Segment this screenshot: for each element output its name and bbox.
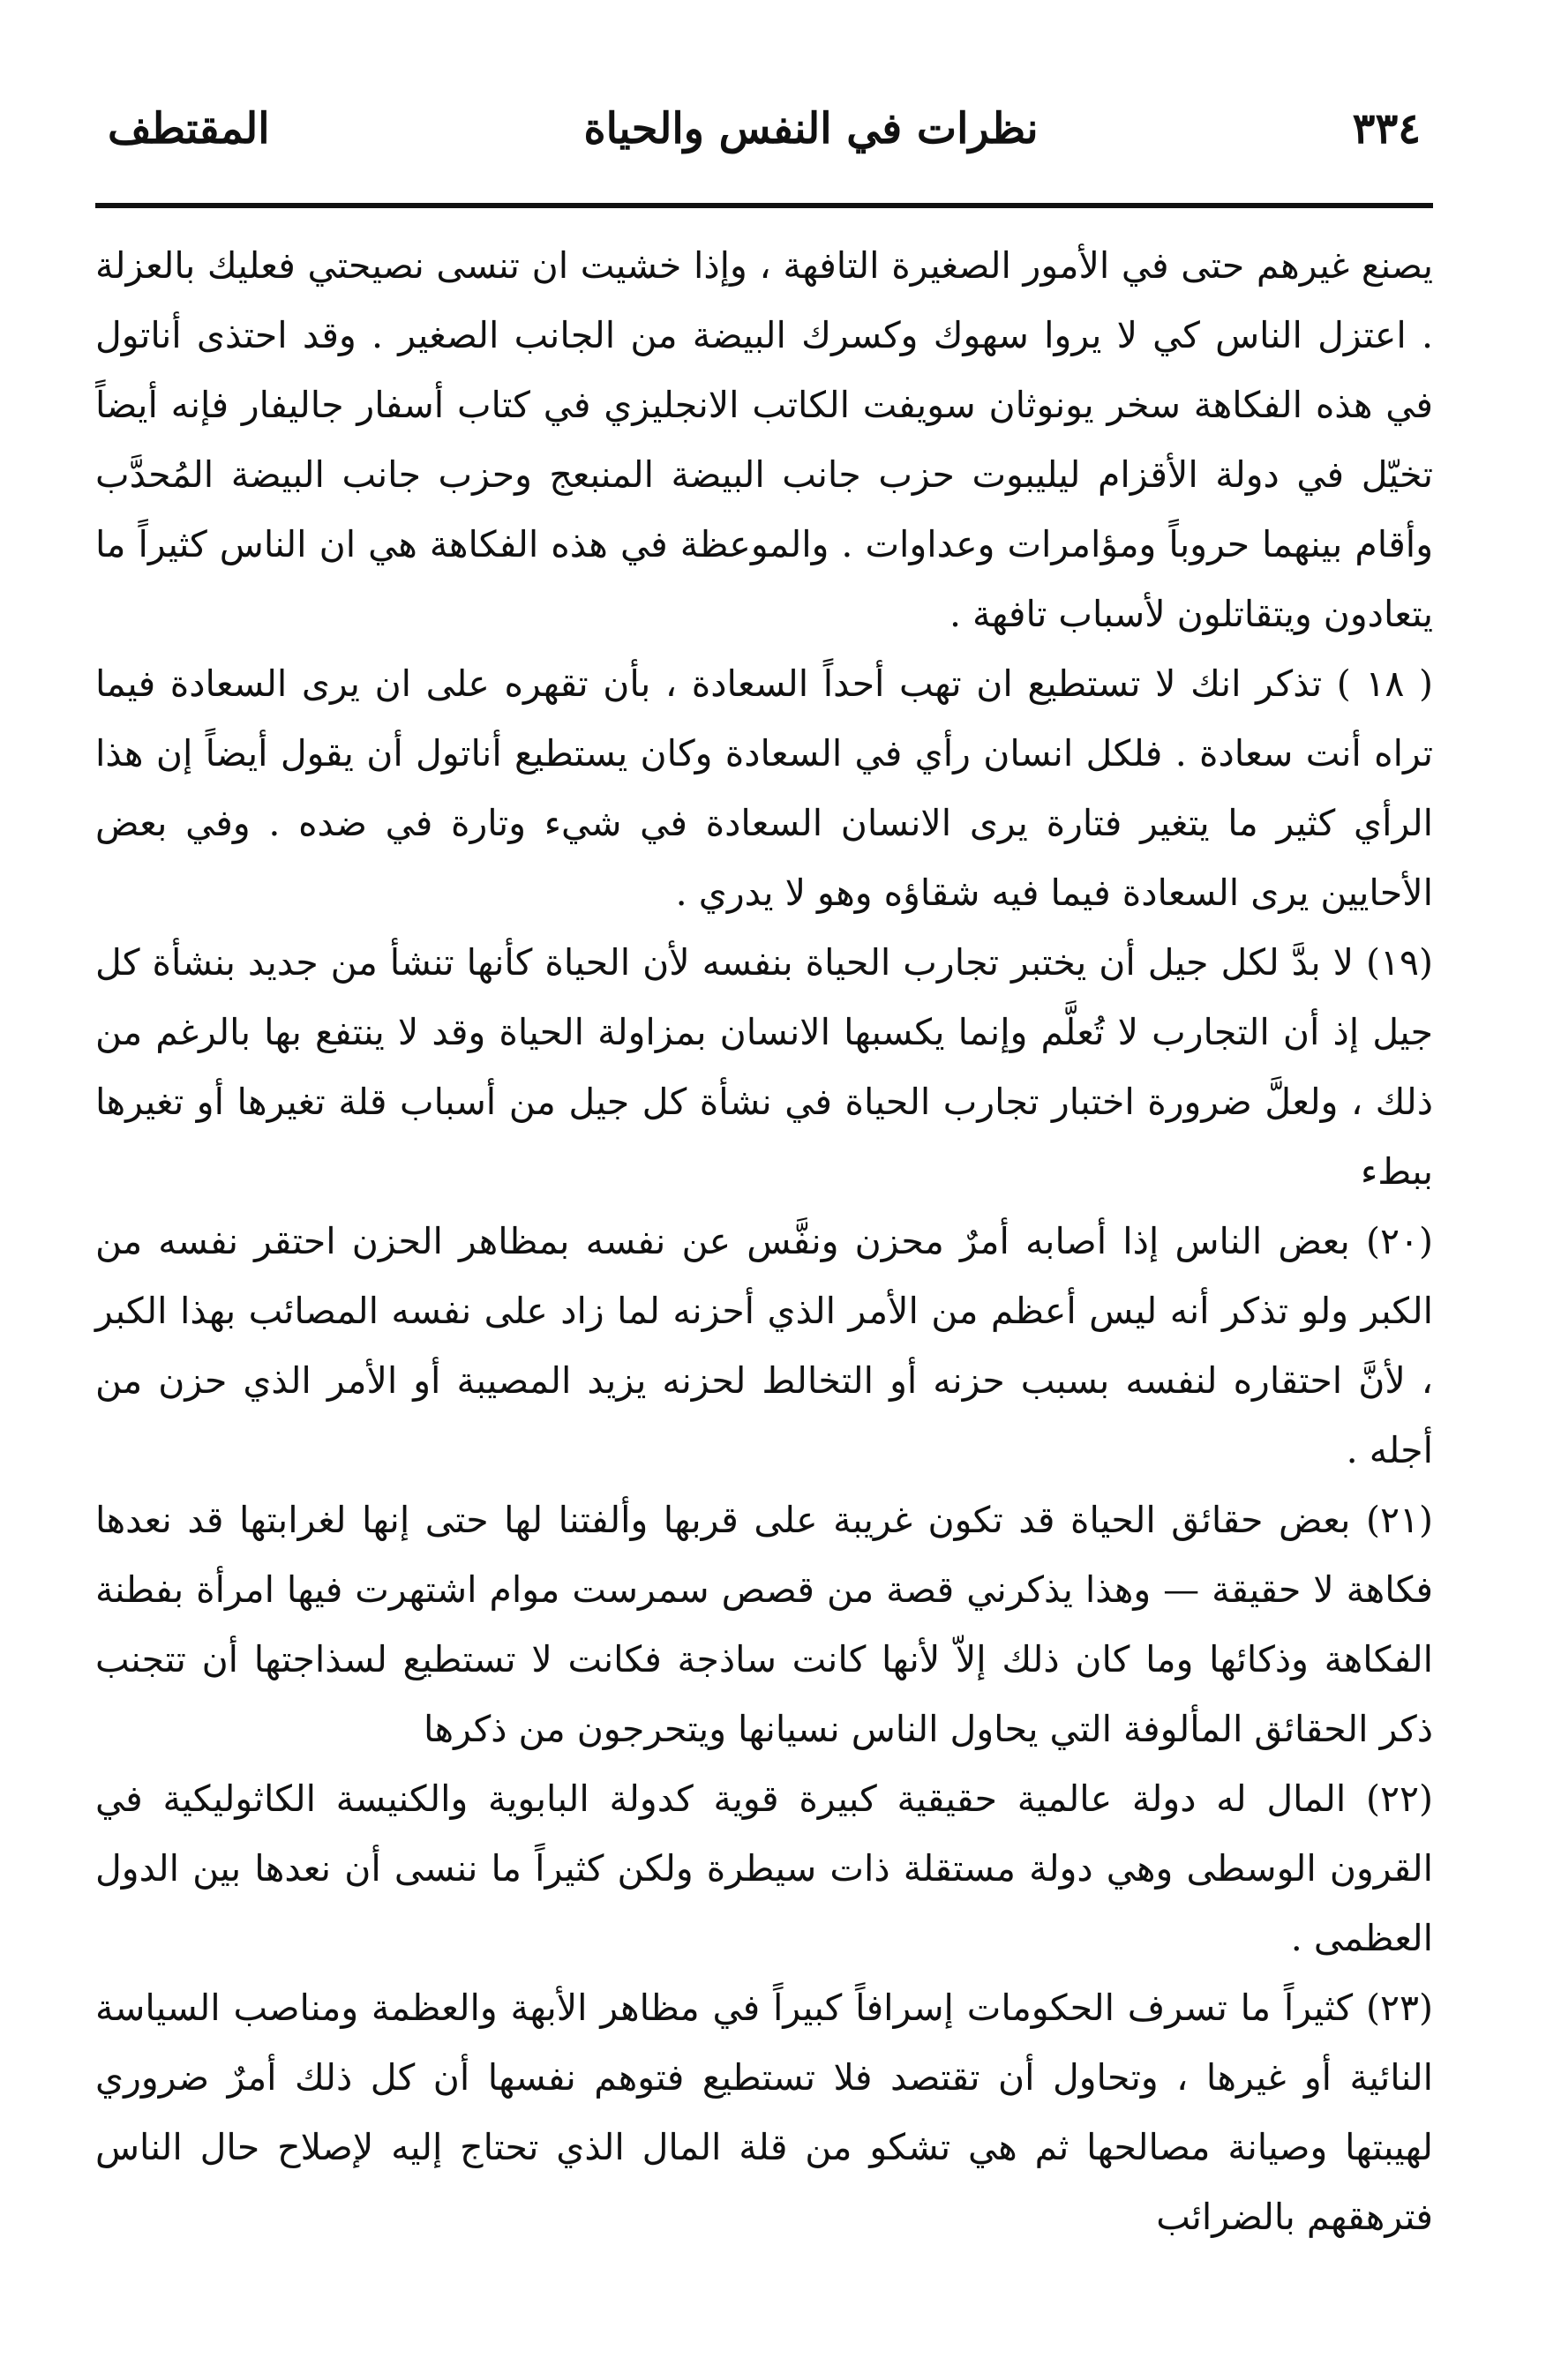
chapter-title: نظرات في النفس والحياة	[583, 104, 1039, 153]
paragraph-23: (٢٣) كثيراً ما تسرف الحكومات إسرافاً كبيراً في مظاهر الأبهة والعظمة ومناصب السياسة النائية أو غيرها ، وتحاول أن تقتصد فلا تستطيع فتوهم نفسها أن كل ذلك أمرٌ ضروري لهيبتها وصيانة مصالحها ثم هي تشكو من قلة المال الذي تحتاج إليه لإصلاح حال الناس فترهقهم بالضرائب	[95, 1987, 1433, 2238]
page-number: ٣٣٤	[1352, 104, 1421, 153]
paragraph-20: (٢٠) بعض الناس إذا أصابه أمرٌ محزن ونفَّس عن نفسه بمظاهر الحزن احتقر نفسه من الكبر ولو تذكر أنه ليس أعظم من الأمر الذي أحزنه لما زاد على نفسه المصائب بهذا الكبر ، لأنَّ احتقاره لنفسه بسبب حزنه أو التخالط لحزنه يزيد المصيبة أو الأمر الذي حزن من أجله .	[95, 1220, 1433, 1471]
paragraph-19: (١٩) لا بدَّ لكل جيل أن يختبر تجارب الحياة بنفسه لأن الحياة كأنها تنشأ من جديد بنشأة كل جيل إذ أن التجارب لا تُعلَّم وإنما يكسبها الانسان بمزاولة الحياة وقد لا ينتفع بها بالرغم من ذلك ، ولعلَّ ضرورة اختبار تجارب الحياة في نشأة كل جيل من أسباب قلة تغيرها أو تغيرها ببطء	[95, 941, 1433, 1193]
header-rule	[95, 203, 1433, 208]
paragraph-continuation: يصنع غيرهم حتى في الأمور الصغيرة التافهة ، وإذا خشيت ان تنسى نصيحتي فعليك بالعزلة . اعتزل الناس كي لا يروا سهوك وكسرك البيضة من الجانب الصغير . وقد احتذى أناتول في هذه الفكاهة سخر يونوثان سويفت الكاتب الانجليزي في كتاب أسفار جاليفار فإنه أيضاً تخيّل في دولة الأقزام ليليبوت حزب جانب البيضة المنبعج وحزب جانب البيضة المُحدَّب وأقام بينهما حروباً ومؤامرات وعداوات . والموعظة في هذه الفكاهة هي ان الناس كثيراً ما يتعادون ويتقاتلون لأسباب تافهة .	[95, 244, 1433, 635]
paragraph-21: (٢١) بعض حقائق الحياة قد تكون غريبة على قربها وألفتنا لها حتى إنها لغرابتها قد نعدها فكاهة لا حقيقة — وهذا يذكرني قصة من قصص سمرست موام اشتهرت فيها امرأة بفطنة الفكاهة وذكائها وما كان ذلك إلاّ لأنها كانت ساذجة فكانت لا تستطيع لسذاجتها أن تتجنب ذكر الحقائق المألوفة التي يحاول الناس نسيانها ويتحرجون من ذكرها	[95, 1499, 1433, 1750]
body-text	[95, 231, 1433, 2252]
running-header	[95, 104, 1433, 178]
paragraph-22: (٢٢) المال له دولة عالمية حقيقية كبيرة قوية كدولة البابوية والكنيسة الكاثوليكية في القرون الوسطى وهي دولة مستقلة ذات سيطرة ولكن كثيراً ما ننسى أن نعدها بين الدول العظمى .	[95, 1778, 1433, 1959]
paragraph-18: ( ١٨ ) تذكر انك لا تستطيع ان تهب أحداً السعادة ، بأن تقهره على ان يرى السعادة فيما تراه أنت سعادة . فلكل انسان رأي في السعادة وكان يستطيع أناتول أن يقول أيضاً إن هذا الرأي كثير ما يتغير فتارة يرى الانسان السعادة في شيء وتارة في ضده . وفي بعض الأحايين يرى السعادة فيما فيه شقاؤه وهو لا يدري .	[95, 662, 1434, 914]
journal-name: المقتطف	[108, 104, 270, 153]
